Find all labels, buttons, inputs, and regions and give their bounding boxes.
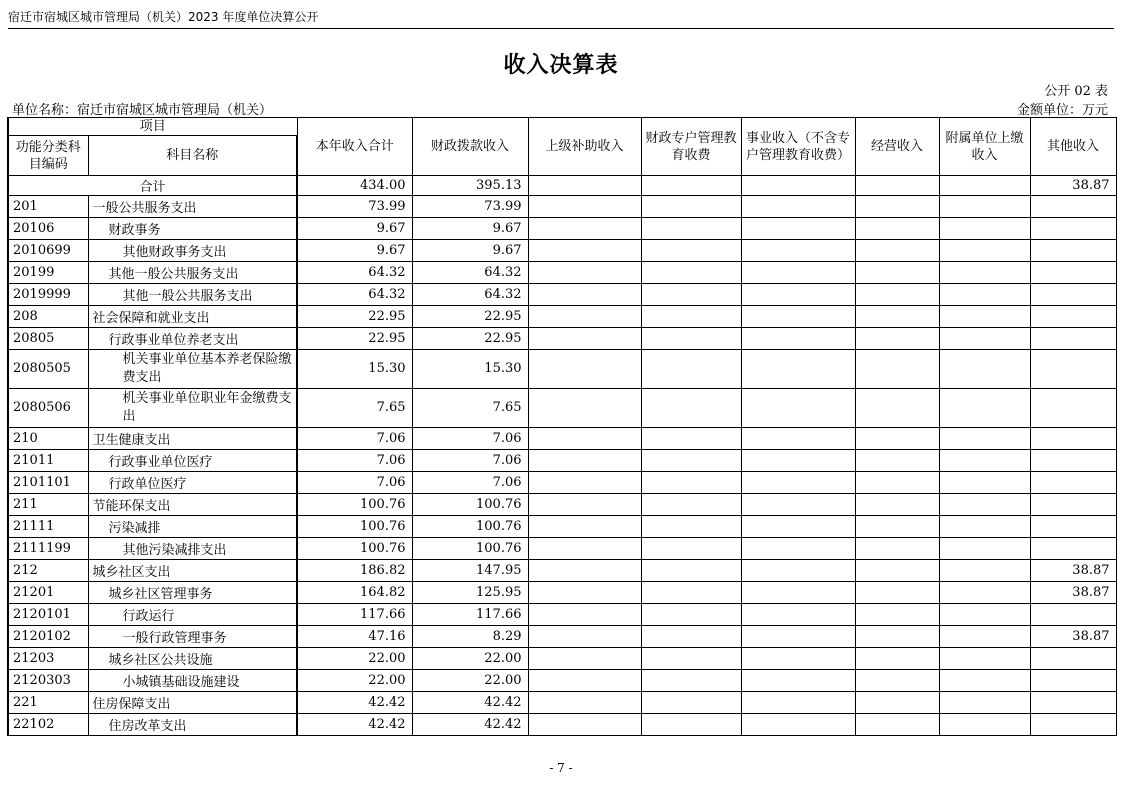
table-row	[8, 538, 1116, 560]
row-other	[1030, 389, 1116, 428]
row-total: 164.82	[297, 582, 412, 604]
row-special	[641, 626, 741, 648]
row-total: 42.42	[297, 692, 412, 714]
row-superior	[528, 560, 641, 582]
row-superior	[528, 450, 641, 472]
row-business	[741, 284, 855, 306]
total-superior	[528, 176, 641, 196]
row-name: 城乡社区公共设施	[88, 648, 297, 670]
row-special	[641, 516, 741, 538]
row-code: 2120102	[8, 626, 88, 648]
row-name: 一般行政管理事务	[88, 626, 297, 648]
row-business	[741, 350, 855, 389]
header-divider	[8, 28, 1114, 29]
page-header: 宿迁市宿城区城市管理局（机关）2023 年度单位决算公开	[8, 10, 319, 24]
row-code: 20805	[8, 328, 88, 350]
row-total: 9.67	[297, 218, 412, 240]
table-row	[8, 648, 1116, 670]
row-special	[641, 262, 741, 284]
row-subordinate	[939, 670, 1030, 692]
row-code: 2111199	[8, 538, 88, 560]
row-total: 117.66	[297, 604, 412, 626]
row-code: 212	[8, 560, 88, 582]
table-row	[8, 450, 1116, 472]
row-superior	[528, 692, 641, 714]
row-superior	[528, 196, 641, 218]
row-subordinate	[939, 240, 1030, 262]
total-label: 合计	[8, 176, 297, 196]
row-other	[1030, 284, 1116, 306]
row-fiscal: 64.32	[412, 262, 528, 284]
row-subordinate	[939, 450, 1030, 472]
row-fiscal: 64.32	[412, 284, 528, 306]
row-business	[741, 472, 855, 494]
row-subordinate	[939, 692, 1030, 714]
row-superior	[528, 604, 641, 626]
row-operating	[855, 262, 939, 284]
row-subordinate	[939, 714, 1030, 736]
row-other	[1030, 218, 1116, 240]
row-code: 21111	[8, 516, 88, 538]
row-operating	[855, 350, 939, 389]
row-operating	[855, 538, 939, 560]
row-business	[741, 604, 855, 626]
row-business	[741, 240, 855, 262]
row-code: 2101101	[8, 472, 88, 494]
row-superior	[528, 389, 641, 428]
row-name: 行政单位医疗	[88, 472, 297, 494]
row-operating	[855, 196, 939, 218]
table-row	[8, 196, 1116, 218]
row-operating	[855, 648, 939, 670]
table-row	[8, 472, 1116, 494]
row-total: 42.42	[297, 714, 412, 736]
row-operating	[855, 582, 939, 604]
row-name: 一般公共服务支出	[88, 196, 297, 218]
row-special	[641, 648, 741, 670]
header-col-operating: 经营收入	[855, 118, 939, 176]
income-table	[7, 117, 1117, 736]
unit-name: 单位名称：宿迁市宿城区城市管理局（机关）	[12, 103, 273, 118]
row-total: 7.06	[297, 472, 412, 494]
row-fiscal: 117.66	[412, 604, 528, 626]
row-fiscal: 15.30	[412, 350, 528, 389]
row-fiscal: 100.76	[412, 494, 528, 516]
row-other	[1030, 604, 1116, 626]
row-fiscal: 8.29	[412, 626, 528, 648]
table-row	[8, 389, 1116, 428]
row-fiscal: 7.65	[412, 389, 528, 428]
header-subject-name: 科目名称	[88, 136, 297, 176]
row-fiscal: 7.06	[412, 450, 528, 472]
row-special	[641, 218, 741, 240]
row-special	[641, 240, 741, 262]
row-name: 行政事业单位养老支出	[88, 328, 297, 350]
row-fiscal: 42.42	[412, 692, 528, 714]
row-total: 22.00	[297, 670, 412, 692]
row-special	[641, 494, 741, 516]
row-superior	[528, 538, 641, 560]
row-subordinate	[939, 218, 1030, 240]
row-superior	[528, 218, 641, 240]
row-operating	[855, 626, 939, 648]
row-name: 社会保障和就业支出	[88, 306, 297, 328]
row-subordinate	[939, 516, 1030, 538]
row-total: 73.99	[297, 196, 412, 218]
table-row	[8, 284, 1116, 306]
row-code: 2120101	[8, 604, 88, 626]
row-business	[741, 582, 855, 604]
row-total: 7.65	[297, 389, 412, 428]
table-row	[8, 560, 1116, 582]
row-superior	[528, 714, 641, 736]
row-business	[741, 389, 855, 428]
row-code: 22102	[8, 714, 88, 736]
row-other: 38.87	[1030, 560, 1116, 582]
row-business	[741, 626, 855, 648]
row-name: 卫生健康支出	[88, 428, 297, 450]
row-total: 100.76	[297, 516, 412, 538]
row-subordinate	[939, 428, 1030, 450]
table-row	[8, 262, 1116, 284]
row-operating	[855, 494, 939, 516]
page-title: 收入决算表	[503, 53, 619, 78]
row-superior	[528, 582, 641, 604]
row-subordinate	[939, 472, 1030, 494]
row-special	[641, 670, 741, 692]
row-subordinate	[939, 560, 1030, 582]
row-total: 64.32	[297, 262, 412, 284]
row-operating	[855, 284, 939, 306]
row-other	[1030, 648, 1116, 670]
row-operating	[855, 328, 939, 350]
row-operating	[855, 240, 939, 262]
row-superior	[528, 350, 641, 389]
row-fiscal: 7.06	[412, 472, 528, 494]
row-subordinate	[939, 350, 1030, 389]
row-total: 15.30	[297, 350, 412, 389]
row-fiscal: 9.67	[412, 218, 528, 240]
row-other	[1030, 670, 1116, 692]
row-business	[741, 262, 855, 284]
row-special	[641, 196, 741, 218]
row-other	[1030, 240, 1116, 262]
header-col-business: 事业收入（不含专户管理教育收费）	[741, 118, 855, 176]
row-other: 38.87	[1030, 582, 1116, 604]
row-name: 其他财政事务支出	[88, 240, 297, 262]
table-row	[8, 350, 1116, 389]
row-total: 7.06	[297, 428, 412, 450]
row-code: 208	[8, 306, 88, 328]
row-subordinate	[939, 284, 1030, 306]
row-special	[641, 714, 741, 736]
row-name: 城乡社区管理事务	[88, 582, 297, 604]
row-code: 221	[8, 692, 88, 714]
row-special	[641, 284, 741, 306]
total-other: 38.87	[1030, 176, 1116, 196]
row-operating	[855, 450, 939, 472]
total-special	[641, 176, 741, 196]
row-business	[741, 306, 855, 328]
table-row	[8, 428, 1116, 450]
table-row	[8, 670, 1116, 692]
row-superior	[528, 284, 641, 306]
row-operating	[855, 472, 939, 494]
table-row	[8, 240, 1116, 262]
row-code: 21203	[8, 648, 88, 670]
row-subordinate	[939, 538, 1030, 560]
money-unit: 金额单位：万元	[1016, 103, 1108, 118]
row-business	[741, 494, 855, 516]
row-business	[741, 648, 855, 670]
row-name: 节能环保支出	[88, 494, 297, 516]
row-name: 机关事业单位基本养老保险缴费支出	[88, 350, 297, 389]
row-total: 22.95	[297, 306, 412, 328]
table-row	[8, 692, 1116, 714]
row-subordinate	[939, 389, 1030, 428]
form-code: 公开 02 表	[1044, 84, 1108, 99]
row-special	[641, 306, 741, 328]
row-special	[641, 350, 741, 389]
row-operating	[855, 306, 939, 328]
row-fiscal: 7.06	[412, 428, 528, 450]
row-other	[1030, 262, 1116, 284]
row-business	[741, 196, 855, 218]
row-fiscal: 22.00	[412, 648, 528, 670]
header-col-total: 本年收入合计	[297, 118, 412, 176]
row-code: 21011	[8, 450, 88, 472]
row-code: 2010699	[8, 240, 88, 262]
row-fiscal: 100.76	[412, 516, 528, 538]
page-number: - 7 -	[549, 761, 573, 775]
row-subordinate	[939, 648, 1030, 670]
total-operating	[855, 176, 939, 196]
row-superior	[528, 262, 641, 284]
row-total: 7.06	[297, 450, 412, 472]
row-superior	[528, 328, 641, 350]
row-total: 100.76	[297, 494, 412, 516]
header-col-subordinate: 附属单位上缴收入	[939, 118, 1030, 176]
header-col-special: 财政专户管理教育收费	[641, 118, 741, 176]
row-special	[641, 450, 741, 472]
row-business	[741, 428, 855, 450]
table-row	[8, 516, 1116, 538]
total-row	[8, 176, 1116, 196]
row-special	[641, 538, 741, 560]
total-subordinate	[939, 176, 1030, 196]
row-other	[1030, 450, 1116, 472]
total-business	[741, 176, 855, 196]
row-business	[741, 560, 855, 582]
header-col-other: 其他收入	[1030, 118, 1116, 176]
row-code: 21201	[8, 582, 88, 604]
row-name: 财政事务	[88, 218, 297, 240]
row-other	[1030, 472, 1116, 494]
row-other	[1030, 328, 1116, 350]
row-business	[741, 692, 855, 714]
row-subordinate	[939, 582, 1030, 604]
row-other	[1030, 350, 1116, 389]
row-superior	[528, 494, 641, 516]
header-col-superior: 上级补助收入	[528, 118, 641, 176]
row-other	[1030, 494, 1116, 516]
row-special	[641, 472, 741, 494]
row-operating	[855, 670, 939, 692]
row-other	[1030, 538, 1116, 560]
row-fiscal: 147.95	[412, 560, 528, 582]
row-name: 污染减排	[88, 516, 297, 538]
row-business	[741, 516, 855, 538]
row-name: 小城镇基础设施建设	[88, 670, 297, 692]
row-total: 100.76	[297, 538, 412, 560]
row-code: 2120303	[8, 670, 88, 692]
row-fiscal: 22.95	[412, 328, 528, 350]
row-other	[1030, 692, 1116, 714]
row-code: 210	[8, 428, 88, 450]
table-row	[8, 494, 1116, 516]
row-special	[641, 328, 741, 350]
table-row	[8, 218, 1116, 240]
row-other	[1030, 428, 1116, 450]
header-func-code: 功能分类科目编码	[8, 136, 88, 176]
row-code: 2019999	[8, 284, 88, 306]
row-fiscal: 9.67	[412, 240, 528, 262]
row-code: 211	[8, 494, 88, 516]
row-operating	[855, 604, 939, 626]
row-business	[741, 670, 855, 692]
row-total: 9.67	[297, 240, 412, 262]
row-business	[741, 714, 855, 736]
row-other	[1030, 196, 1116, 218]
row-operating	[855, 516, 939, 538]
row-superior	[528, 516, 641, 538]
row-other	[1030, 306, 1116, 328]
row-fiscal: 125.95	[412, 582, 528, 604]
row-special	[641, 389, 741, 428]
row-operating	[855, 560, 939, 582]
row-fiscal: 73.99	[412, 196, 528, 218]
row-fiscal: 42.42	[412, 714, 528, 736]
row-business	[741, 218, 855, 240]
row-other: 38.87	[1030, 626, 1116, 648]
row-subordinate	[939, 262, 1030, 284]
row-subordinate	[939, 604, 1030, 626]
table-row	[8, 328, 1116, 350]
table-row	[8, 582, 1116, 604]
table-row	[8, 714, 1116, 736]
row-operating	[855, 218, 939, 240]
row-code: 201	[8, 196, 88, 218]
row-superior	[528, 428, 641, 450]
row-superior	[528, 670, 641, 692]
row-name: 行政事业单位医疗	[88, 450, 297, 472]
row-code: 20199	[8, 262, 88, 284]
row-business	[741, 450, 855, 472]
row-fiscal: 22.00	[412, 670, 528, 692]
row-subordinate	[939, 494, 1030, 516]
row-superior	[528, 626, 641, 648]
row-name: 机关事业单位职业年金缴费支出	[88, 389, 297, 428]
row-code: 2080505	[8, 350, 88, 389]
row-total: 186.82	[297, 560, 412, 582]
table-row	[8, 626, 1116, 648]
row-operating	[855, 389, 939, 428]
row-other	[1030, 516, 1116, 538]
row-code: 20106	[8, 218, 88, 240]
row-special	[641, 582, 741, 604]
row-special	[641, 428, 741, 450]
row-name: 其他一般公共服务支出	[88, 262, 297, 284]
row-name: 其他一般公共服务支出	[88, 284, 297, 306]
total-amount: 434.00	[297, 176, 412, 196]
row-operating	[855, 692, 939, 714]
table-row	[8, 604, 1116, 626]
row-superior	[528, 648, 641, 670]
row-name: 住房改革支出	[88, 714, 297, 736]
row-code: 2080506	[8, 389, 88, 428]
row-total: 47.16	[297, 626, 412, 648]
row-total: 22.00	[297, 648, 412, 670]
row-subordinate	[939, 196, 1030, 218]
row-special	[641, 604, 741, 626]
header-item: 项目	[8, 118, 297, 136]
row-other	[1030, 714, 1116, 736]
row-name: 其他污染减排支出	[88, 538, 297, 560]
row-special	[641, 560, 741, 582]
row-fiscal: 100.76	[412, 538, 528, 560]
row-operating	[855, 428, 939, 450]
row-subordinate	[939, 626, 1030, 648]
row-name: 行政运行	[88, 604, 297, 626]
row-name: 城乡社区支出	[88, 560, 297, 582]
row-total: 22.95	[297, 328, 412, 350]
row-superior	[528, 240, 641, 262]
row-business	[741, 538, 855, 560]
row-subordinate	[939, 306, 1030, 328]
row-operating	[855, 714, 939, 736]
row-total: 64.32	[297, 284, 412, 306]
row-superior	[528, 306, 641, 328]
table-row	[8, 306, 1116, 328]
row-subordinate	[939, 328, 1030, 350]
total-fiscal: 395.13	[412, 176, 528, 196]
row-business	[741, 328, 855, 350]
row-special	[641, 692, 741, 714]
header-col-fiscal: 财政拨款收入	[412, 118, 528, 176]
row-fiscal: 22.95	[412, 306, 528, 328]
row-name: 住房保障支出	[88, 692, 297, 714]
row-superior	[528, 472, 641, 494]
